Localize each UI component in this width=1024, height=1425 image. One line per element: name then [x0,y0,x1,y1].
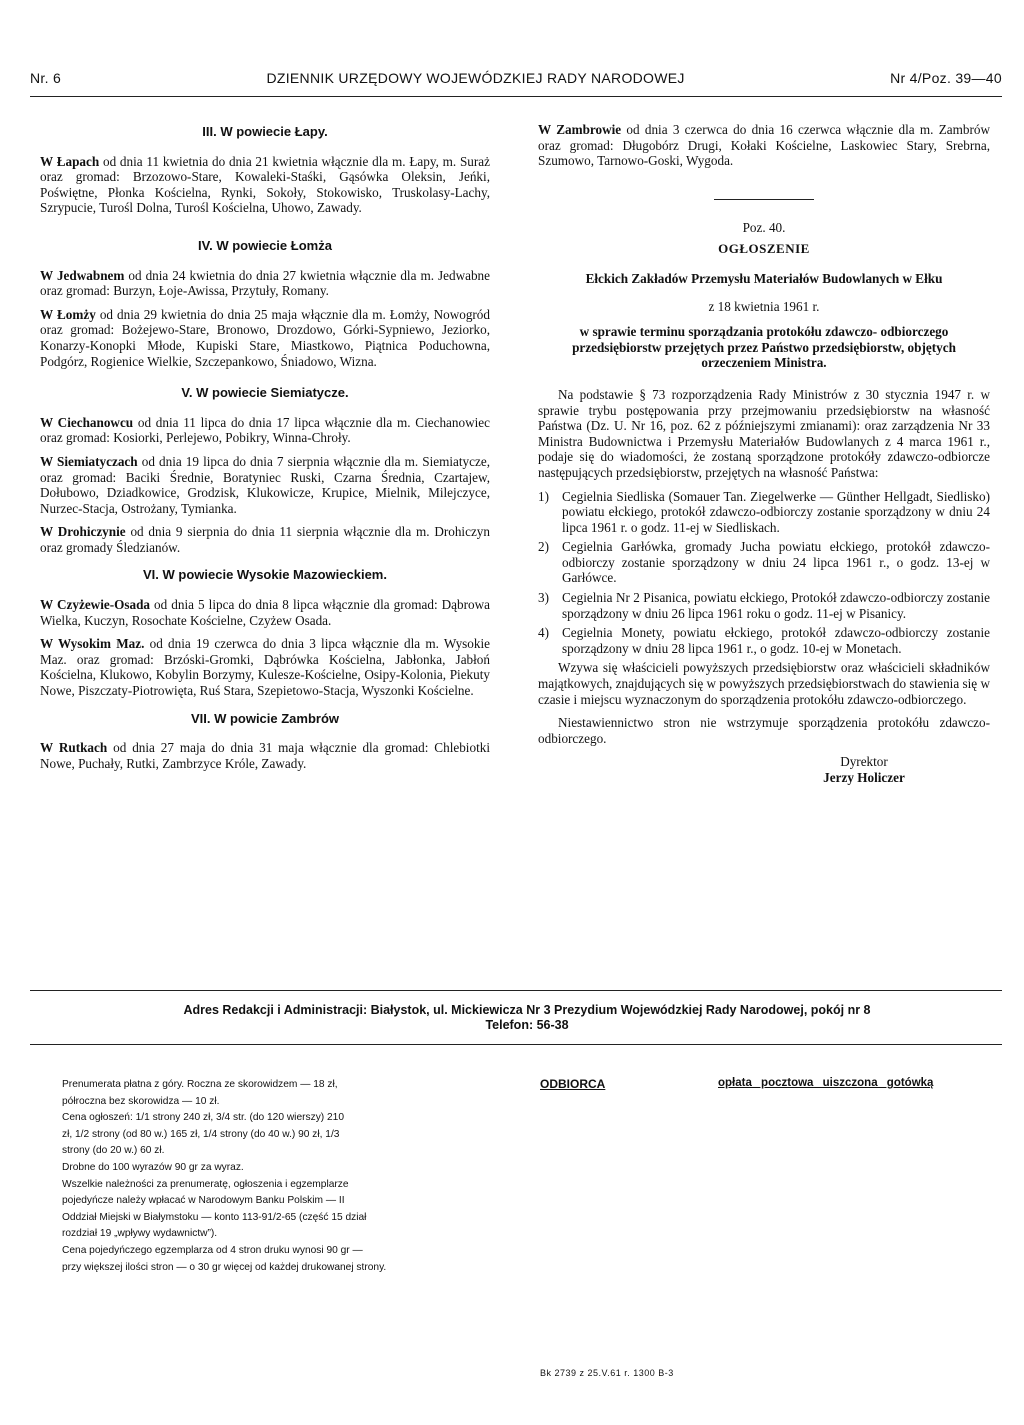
paragraph: Na podstawie § 73 rozporządzenia Rady Ministrów z 30 stycznia 1947 r. w sprawie trybu postępowania przy przejmowaniu przedsiębiorstw na własność Państwa (Dz. U. Nr 16, poz. 62 z późniejszymi zmianami): oraz zarządzenia Nr 33 Ministra Budownictwa i Przemysłu Materiałów Budowlanych z 4 marca 1961 r., podaje się do wiadomości, że zostaną sporządzone protokóły zdawczo-odbiorcze następujących przedsiębiorstw, przejętych na własność Państwa: [538,386,990,480]
plant-list [538,489,990,657]
paragraph: W Drohiczynie od dnia 9 sierpnia do dnia 11 sierpnia włącznie dla m. Drohiczyn oraz gromady Śledzianów. [40,524,490,555]
paragraph: W Czyżewie-Osada od dnia 5 lipca do dnia 8 lipca włącznie dla gromad: Dąbrowa Wielka, Kuczyn, Rosochate Kościelne, Czyżew Osada. [40,597,490,628]
section-4-title: IV. W powiecie Łomża [198,237,332,253]
paragraph: W Siemiatyczach od dnia 19 lipca do dnia 7 sierpnia włącznie dla m. Siemiatycze, oraz gromad: Baciki Średnie, Boratyniec Ruski, Czarna Średnia, Czartajew, Dołubowo, Dziadkowice, Grodzisk, Klukowicze, Krupice, Mielnik, Milejczyce, Nurzec-Stacja, Ostrożany, Tymianka. [40,453,490,516]
paragraph: Wzywa się właścicieli powyższych przedsiębiorstw oraz właścicieli składników majątkowych, znajdujących się w powyższych przedsiębiorstwach do stawienia się w czasie i miejscu wyznaczonym do sporządzenia protokółu zdawczo-odbiorczego. [538,660,990,707]
list-item: 1) Cegielnia Siedliska (Somauer Tan. Ziegelwerke — Günther Hellgadt, Siedlisko) powiatu ełckiego, protokół zdawczo-odbiorczy zostanie sporządzony w dniu 24 lipca 1961 r. o godz. 11-ej w Siedliskach. [538,488,990,535]
header-divider [30,96,1002,97]
page-header [30,70,1002,86]
announcement-date: z 18 kwietnia 1961 r. [708,298,820,314]
announcement-subject: w sprawie terminu sporządzania protokółu zdawczo- odbiorczego przedsiębiorstw przejętych przez Państwo przedsiębiorstw, objętych orzeczeniem Ministra. [572,324,956,371]
signer-title: Dyrektor [840,754,888,770]
announcement-title: OGŁOSZENIE [718,241,810,257]
signature-block [738,754,990,785]
list-item: 2) Cegielnia Garłówka, gromady Jucha powiatu ełckiego, protokół zdawczo-odbiorczy zostanie sporządzony w dniu 24 lipca 1961 r., o godz. 13-ej w Garłówce. [538,539,990,586]
position-number: Poz. 40. [742,219,786,235]
issue-number: Nr 4/Poz. 39—40 [890,70,1002,86]
postage-paid-label: opłata pocztowa uiszczona gotówką [718,1077,934,1089]
paragraph: W Łomży od dnia 29 kwietnia do dnia 25 maja włącznie dla m. Łomży, Nowogród oraz gromad: Bożejewo-Stare, Bronowo, Drozdowo, Górki-Sypniewo, Jeziorko, Konarzy-Konopki Młode, Kupiski Stare, Miastkowo, Piątnica Poduchowna, Podgórz, Rogienice Wielkie, Szczepankowo, Śniadowo, Wizna. [40,306,490,369]
paragraph: W Zambrowie od dnia 3 czerwca do dnia 16 czerwca włącznie dla m. Zambrów oraz gromad: Długobórz Drugi, Kołaki Kościelne, Laskowiec Stary, Srebrna, Szumowo, Tarnowo-Goski, Wygoda. [538,122,990,169]
section-6-title: VI. W powiecie Wysokie Mazowieckiem. [143,567,387,583]
footer-divider [30,1044,1002,1045]
print-info: Bk 2739 z 25.V.61 r. 1300 B-3 [540,1368,674,1378]
journal-title: DZIENNIK URZĘDOWY WOJEWÓDZKIEJ RADY NARODOWEJ [266,70,685,86]
divider [714,199,814,200]
right-column [538,122,990,786]
subscription-info: Prenumerata płatna z góry. Roczna ze skorowidzem — 18 zł, półroczna bez skorowidza — 10 zł. Cena ogłoszeń: 1/1 strony 240 zł, 3/4 str. (do 120 wierszy) 210 zł, 1/2 strony (od 80 w.) 165 zł, 1/4 strony (do 40 w.) 90 zł, 1/3 strony (do 20 w.) 60 zł. Drobne do 100 wyrazów 90 gr za wyraz. Wszelkie należności za prenumeratę, ogłoszenia i egzemplarze pojedyńcze należy wpłacać w Narodowym Banku Polskim — II Oddział Miejski w Białymstoku — konto 113-91/2-65 (część 15 dział rozdział 19 „wpływy wydawnictw”). Cena pojedyńczego egzemplarza od 4 stron druku wynosi 90 gr — przy większej ilości stron — o 30 gr więcej od każdej drukowanej strony. [62,1079,387,1273]
section-3-title: III. W powiecie Łapy. [202,124,328,139]
paragraph: W Ciechanowcu od dnia 11 lipca do dnia 17 lipca włącznie dla m. Ciechanowiec oraz gromad: Kosiorki, Perlejewo, Pobikry, Winna-Chroły. [40,414,490,446]
paragraph: W Rutkach od dnia 27 maja do dnia 31 maja włącznie dla gromad: Chlebiotki Nowe, Puchały, Rutki, Zambrzyce Króle, Zawady. [40,740,490,771]
signer-name: Jerzy Holiczer [823,770,905,785]
editorial-address: Adres Redakcji i Administracji: Białystok, ul. Mickiewicza Nr 3 Prezydium Wojewódzkiej Rady Narodowej, pokój nr 8 Telefon: 56-38 [183,1003,871,1032]
list-item: 3) Cegielnia Nr 2 Pisanica, powiatu ełckiego, Protokół zdawczo-odbiorczy zostanie sporządzony w dniu 26 lipca 1961 roku o godz. 11-ej w Pisanicy. [538,590,990,621]
list-item: 4) Cegielnia Monety, powiatu ełckiego, protokół zdawczo-odbiorczy zostanie sporządzony w dniu 28 lipca 1961 r., o godz. 10-ej w Monetach. [538,625,990,656]
recipient-label: ODBIORCA [540,1077,606,1091]
paragraph: Niestawiennictwo stron nie wstrzymuje sporządzenia protokółu zdawczo-odbiorczego. [538,715,990,746]
company-name: Ełckich Zakładów Przemysłu Materiałów Budowlanych w Ełku [585,270,943,286]
paragraph: W Jedwabnem od dnia 24 kwietnia do dnia 27 kwietnia włącznie dla m. Jedwabne oraz gromad: Burzyn, Łoje-Awissa, Przytuły, Romany. [40,267,491,299]
section-5-title: V. W powiecie Siemiatycze. [181,385,349,401]
left-column [40,122,490,779]
section-7-title: VII. W powicie Zambrów [190,710,340,726]
paragraph: W Wysokim Maz. od dnia 19 czerwca do dnia 3 lipca włącznie dla m. Wysokie Maz. oraz gromad: Brzóski-Gromki, Dąbrówka Kościelna, Jabłonka, Jabłoń Kościelna, Klukowo, Kobylin Borzymy, Kulesze-Kościelne, Osipy-Kolonia, Piekuty Nowe, Piszczaty-Piotrowięta, Ruś Stara, Szepietowo-Stacja, Wyszonki Kościelne. [40,636,491,699]
paragraph: W Łapach od dnia 11 kwietnia do dnia 21 kwietnia włącznie dla m. Łapy, m. Suraż oraz gromad: Brzozowo-Stare, Kowaleki-Staśki, Gąsówka Oleksin, Jeńki, Poświętne, Płonka Kościelna, Rynki, Sokoły, Stokowisko, Truskolasy-Lachy, Szrypucie, Turośl Dolna, Turośl Kościelna, Uhowo, Zawady. [40,153,490,216]
footer-divider [30,990,1002,991]
page-number: Nr. 6 [30,70,62,86]
